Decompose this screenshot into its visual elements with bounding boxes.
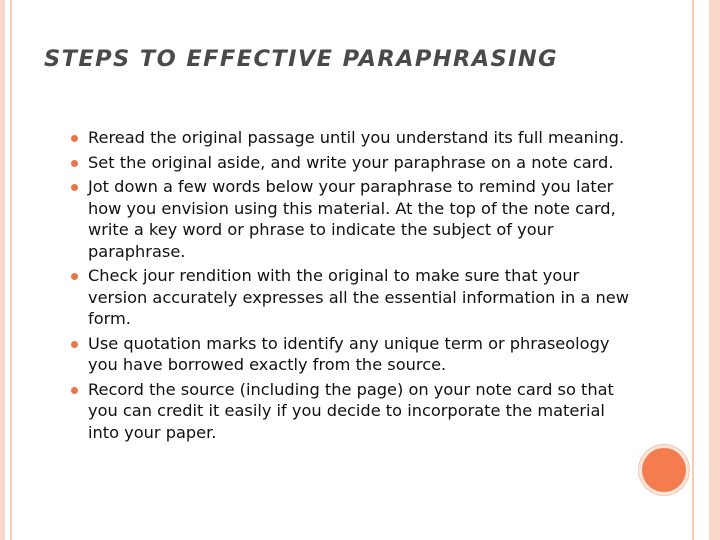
bullet-list — [70, 127, 630, 446]
bullet-text: Use quotation marks to identify any unique term or phraseology you have borrowed exactly from the source. — [88, 333, 610, 374]
bullet-dot-icon — [71, 135, 78, 142]
bullet-text: Jot down a few words below your paraphrase to remind you later how you envision using this material. At the top of the note card, write a key word or phrase to indicate the subject of your paraphrase. — [88, 177, 616, 261]
bullet-item — [70, 176, 630, 262]
right-border-inner — [692, 0, 694, 540]
bullet-item — [70, 333, 630, 376]
bullet-dot-icon — [71, 273, 78, 280]
left-border-inner — [10, 0, 12, 540]
bullet-dot-icon — [71, 184, 78, 191]
bullet-item — [70, 265, 630, 330]
bullet-text: Reread the original passage until you understand its full meaning. — [88, 128, 625, 147]
bullet-item — [70, 379, 630, 444]
bullet-text: Record the source (including the page) on your note card so that you can credit it easily if you decide to incorporate the material into your paper. — [88, 379, 614, 442]
decorative-circle-icon — [642, 448, 686, 492]
bullet-dot-icon — [71, 160, 78, 167]
right-border-outer — [709, 0, 720, 540]
bullet-text: Set the original aside, and write your paraphrase on a note card. — [88, 152, 614, 172]
bullet-item — [70, 152, 630, 174]
bullet-item — [70, 127, 630, 149]
slide-title: STEPS TO EFFECTIVE PARAPHRASING — [44, 46, 558, 72]
bullet-dot-icon — [71, 341, 78, 348]
left-border-outer — [0, 0, 5, 540]
bullet-dot-icon — [71, 387, 78, 394]
bullet-text: Check jour rendition with the original to make sure that your version accurately expresses all the essential information in a new form. — [88, 266, 629, 328]
